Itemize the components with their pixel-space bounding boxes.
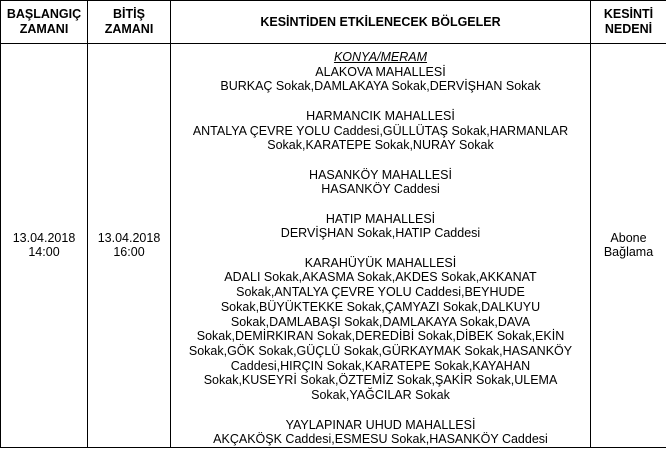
district-streets: DERVİŞHAN Sokak,HATIP Caddesi	[280, 226, 481, 241]
header-start-time	[1, 1, 88, 44]
header-end-time	[88, 1, 171, 44]
reason-line2: Bağlama	[603, 245, 654, 260]
province-name: KONYA/MERAM	[333, 50, 428, 64]
start-time: 14:00	[28, 245, 60, 260]
header-start-line2: ZAMANI	[19, 22, 69, 36]
header-row	[1, 1, 666, 44]
header-reason-line1: KESİNTİ	[603, 7, 654, 21]
district-streets: HASANKÖY Caddesi	[321, 182, 440, 197]
district	[175, 418, 586, 447]
district-name: HATIP MAHALLESİ	[325, 211, 436, 226]
start-time-cell	[1, 44, 88, 448]
header-reason-line2: NEDENİ	[604, 22, 653, 36]
district-streets: BURKAÇ Sokak,DAMLAKAYA Sokak,DERVİŞHAN Sokak	[220, 79, 541, 94]
district-streets: AKÇAKÖŞK Caddesi,ESMESU Sokak,HASANKÖY Caddesi	[213, 432, 548, 447]
end-time: 16:00	[113, 245, 145, 260]
district	[175, 168, 586, 197]
district	[175, 109, 586, 153]
district	[175, 65, 586, 94]
end-date: 13.04.2018	[97, 230, 161, 245]
district-name: KARAHÜYÜK MAHALLESİ	[304, 255, 457, 270]
district-name: HARMANCIK MAHALLESİ	[306, 108, 455, 123]
district-streets: ANTALYA ÇEVRE YOLU Caddesi,GÜLLÜTAŞ Sokak,HARMANLAR Sokak,KARATEPE Sokak,NURAY Sokak	[192, 123, 569, 153]
district-name: YAYLAPINAR UHUD MAHALLESİ	[285, 417, 476, 432]
district	[175, 212, 586, 241]
header-regions: KESİNTİDEN ETKİLENECEK BÖLGELER	[171, 1, 591, 44]
header-start-line1: BAŞLANGIÇ	[6, 7, 82, 21]
reason-cell	[591, 44, 666, 448]
reason-line1: Abone	[610, 230, 647, 245]
regions-cell	[171, 44, 591, 448]
district-name: ALAKOVA MAHALLESİ	[315, 64, 446, 79]
header-reason	[591, 1, 666, 44]
district-name: HASANKÖY MAHALLESİ	[309, 167, 452, 182]
header-end-line1: BİTİŞ	[113, 7, 145, 21]
start-date: 13.04.2018	[12, 230, 76, 245]
header-end-line2: ZAMANI	[104, 22, 154, 36]
district	[175, 256, 586, 403]
end-time-cell	[88, 44, 171, 448]
district-streets: ADALI Sokak,AKASMA Sokak,AKDES Sokak,AKKANAT Sokak,ANTALYA ÇEVRE YOLU Caddesi,BEYHUDE Sokak,BÜYÜKTEKKE Sokak,ÇAMYAZI Sokak,DALKUYU Sokak,DAMLABAŞI Sokak,DAMLAKAYA Sokak,DAVA Sokak,DEMİRKIRAN Sokak,DEREDİBİ Sokak,DİBEK Sokak,EKİN Sokak,GÖK Sokak,GÜÇLÜ Sokak,GÜRKAYMAK Sokak,HASANKÖY Caddesi,HIRÇIN Sokak,KARATEPE Sokak,KAYAHAN Sokak,KUSEYRİ Sokak,ÖZTEMİZ Sokak,ŞAKİR Sokak,ULEMA Sokak,YAĞCILAR Sokak	[188, 270, 573, 403]
table-row	[1, 44, 666, 448]
